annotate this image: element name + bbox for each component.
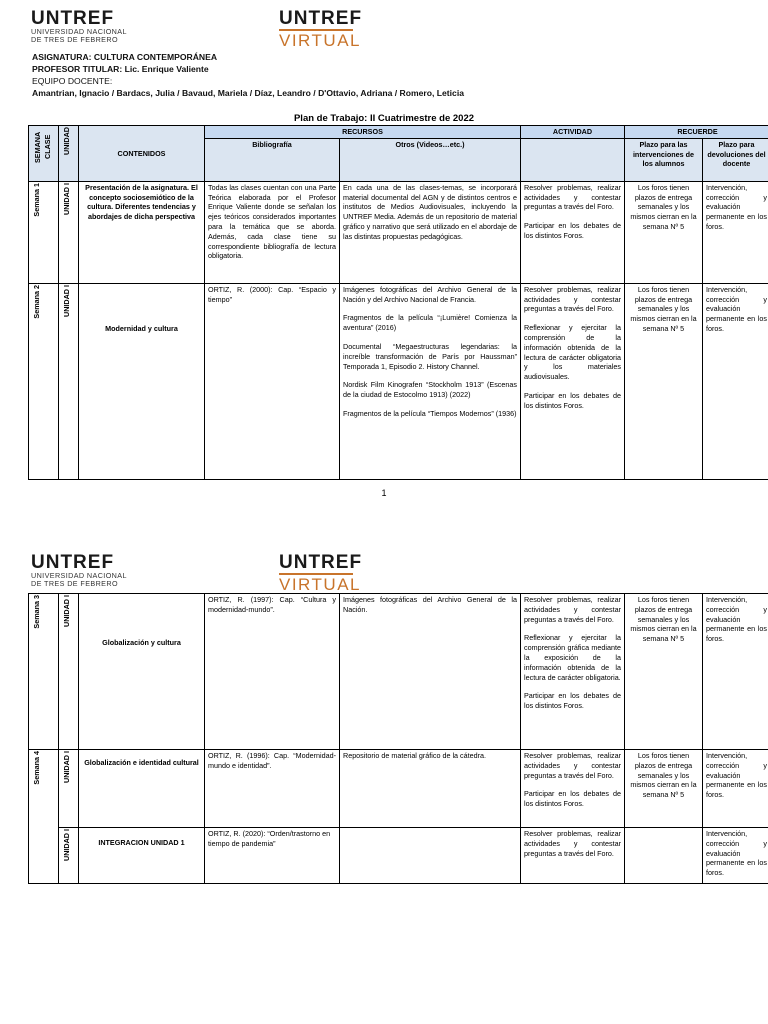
table-header-row-1 bbox=[29, 126, 768, 139]
untref-logo-sub-2: DE TRES DE FEBRERO bbox=[31, 35, 118, 44]
actividad-header: ACTIVIDAD bbox=[521, 126, 625, 139]
plazo-docente-cell: Intervención, corrección y evaluación permanente en los foros. bbox=[703, 750, 768, 828]
contenidos-cell: Presentación de la asignatura. El concepto sociosemiótico de la cultura. Diferentes tendencias y abordajes de dicha perspectiva bbox=[79, 181, 205, 283]
actividad-text: Resolver problemas, realizar actividades y contestar preguntas a través del Foro. bbox=[524, 284, 621, 314]
plazo-alumnos-cell: Los foros tienen plazos de entrega semanales y los mismos cierran en la semana Nº 5 bbox=[625, 750, 703, 828]
unidad-cell: UNIDAD I bbox=[59, 283, 79, 479]
semana-cell: Semana 3 bbox=[29, 594, 59, 750]
table-row bbox=[29, 750, 768, 828]
table-row bbox=[29, 594, 768, 750]
plazo-alumnos-cell: Los foros tienen plazos de entrega semanales y los mismos cierran en la semana Nº 5 bbox=[625, 181, 703, 283]
actividad-cell: Resolver problemas, realizar actividades y contestar preguntas a través del Foro. bbox=[521, 828, 625, 884]
plazo-docente-cell: Intervención, corrección y evaluación permanente en los foros. bbox=[703, 828, 768, 884]
untref-logo bbox=[31, 553, 127, 588]
otros-cell: En cada una de las clases-temas, se incorporará material documental del AGN y de distintos centros e institutos de Medios Audiovisuales, incluyendo la UNTREF Media. Además de un repositorio de material gráfico y narrativo que será utilizado en el abordaje de las distintas propuestas pedagógicas. bbox=[340, 181, 521, 283]
plazo-docente-cell: Intervención, corrección y evaluación permanente en los foros. bbox=[703, 181, 768, 283]
plazo-docente-cell: Intervención, corrección y evaluación permanente en los foros. bbox=[703, 283, 768, 479]
table-row bbox=[29, 181, 768, 283]
untref-virtual-logo bbox=[279, 553, 362, 593]
otros-header: Otros (Videos…etc.) bbox=[340, 138, 521, 181]
page-number: 1 bbox=[381, 488, 387, 498]
untref-logo-sub-1: UNIVERSIDAD NACIONAL bbox=[31, 571, 127, 580]
actividad-text: Reflexionar y ejercitar la comprensión de la información obtenida de la lectura de carácter obligatoria y los materiales audiovisuales. bbox=[524, 323, 621, 382]
untref-virtual-logo-text: UNTREF bbox=[279, 552, 363, 573]
bibliografia-cell: ORTIZ, R. (1997): Cap. “Cultura y modernidad-mundo”. bbox=[205, 594, 340, 750]
bibliografia-header: Bibliografía bbox=[205, 138, 340, 181]
otros-text: Imágenes fotográficas del Archivo General de la Nación y del Archivo Nacional de Francia. bbox=[343, 284, 517, 304]
plazo-docente-header: Plazo para devoluciones del docente bbox=[703, 138, 768, 181]
equipo-label: EQUIPO DOCENTE: bbox=[32, 76, 113, 86]
actividad-cell bbox=[521, 283, 625, 479]
semana-cell: Semana 2 bbox=[29, 283, 59, 479]
actividad-cell bbox=[521, 750, 625, 828]
actividad-text: Participar en los debates de los distintos Foros. bbox=[524, 789, 621, 809]
semana-cell: Semana 1 bbox=[29, 181, 59, 283]
plan-table-page-2 bbox=[28, 593, 768, 884]
plazo-alumnos-cell: Los foros tienen plazos de entrega semanales y los mismos cierran en la semana Nº 5 bbox=[625, 283, 703, 479]
unidad-cell: UNIDAD I bbox=[59, 594, 79, 750]
untref-logo bbox=[31, 9, 127, 44]
actividad-text: Resolver problemas, realizar actividades y contestar preguntas a través del Foro. bbox=[524, 182, 621, 212]
actividad-subheader bbox=[521, 138, 625, 181]
course-header bbox=[32, 51, 464, 99]
contenidos-cell: Modernidad y cultura bbox=[79, 283, 205, 479]
untref-logo-text: UNTREF bbox=[31, 552, 115, 573]
otros-cell: Imágenes fotográficas del Archivo General de la Nación. bbox=[340, 594, 521, 750]
profesor-line: PROFESOR TITULAR: Lic. Enrique Valiente bbox=[32, 64, 209, 74]
plazo-alumnos-cell: Los foros tienen plazos de entrega semanales y los mismos cierran en la semana Nº 5 bbox=[625, 594, 703, 750]
table-row bbox=[29, 283, 768, 479]
untref-logo-sub-1: UNIVERSIDAD NACIONAL bbox=[31, 27, 127, 36]
otros-text: Fragmentos de la película “Tiempos Modernos” (1936) bbox=[343, 408, 517, 418]
actividad-text: Participar en los debates de los distintos Foros. bbox=[524, 390, 621, 410]
bibliografia-cell: ORTIZ, R. (2000): Cap. “Espacio y tiempo” bbox=[205, 283, 340, 479]
recuerde-header: RECUERDE bbox=[625, 126, 768, 139]
plan-table-page-1 bbox=[28, 125, 768, 480]
otros-text: Nordisk Film Kinografen “Stockholm 1913” (Escenas de la ciudad de Estocolmo 1913) (2022) bbox=[343, 380, 517, 400]
contenidos-cell: INTEGRACION UNIDAD 1 bbox=[79, 828, 205, 884]
bibliografia-cell: Todas las clases cuentan con una Parte Teórica elaborada por el Profesor Enrique Valiente donde se señalan los ejes teóricos considerados importantes para la temática que se aborda. Además, cada clase tiene su correspondiente bibliografía de lectura obligatoria. bbox=[205, 181, 340, 283]
contenidos-cell: Globalización y cultura bbox=[79, 594, 205, 750]
virtual-logo-text: VIRTUAL bbox=[279, 31, 361, 50]
semana-header: SEMANA CLASE bbox=[29, 126, 59, 182]
plazo-alumnos-cell bbox=[625, 828, 703, 884]
otros-cell: Repositorio de material gráfico de la cátedra. bbox=[340, 750, 521, 828]
actividad-text: Resolver problemas, realizar actividades y contestar preguntas a través del Foro. bbox=[524, 751, 621, 780]
plazo-alumnos-header: Plazo para las intervenciones de los alumnos bbox=[625, 138, 703, 181]
document-page-2 bbox=[0, 540, 768, 1024]
unidad-cell: UNIDAD I bbox=[59, 828, 79, 884]
contenidos-header: CONTENIDOS bbox=[79, 126, 205, 182]
otros-text: Documental “Megaestructuras legendarias: la increíble transformación de París por Haussman” Temporada 1, Episodio 2. History Channel. bbox=[343, 341, 517, 371]
bibliografia-cell: ORTIZ, R. (1996): Cap. “Modernidad-mundo e identidad”. bbox=[205, 750, 340, 828]
contenidos-cell: Globalización e identidad cultural bbox=[79, 750, 205, 828]
untref-logo-sub-2: DE TRES DE FEBRERO bbox=[31, 579, 118, 588]
actividad-text: Participar en los debates de los distintos Foros. bbox=[524, 221, 621, 240]
untref-virtual-logo bbox=[279, 9, 362, 49]
unidad-cell: UNIDAD I bbox=[59, 181, 79, 283]
unidad-cell: UNIDAD I bbox=[59, 750, 79, 828]
otros-text: Fragmentos de la película “¡Lumière! Comienza la aventura” (2016) bbox=[343, 313, 517, 333]
actividad-text: Resolver problemas, realizar actividades y contestar preguntas a través del Foro. bbox=[524, 595, 621, 624]
table-row bbox=[29, 828, 768, 884]
otros-cell bbox=[340, 283, 521, 479]
equipo-line: Amantrian, Ignacio / Bardacs, Julia / Bavaud, Mariela / Díaz, Leandro / D'Ottavio, Adriana / Romero, Leticia bbox=[32, 88, 465, 98]
recursos-header: RECURSOS bbox=[205, 126, 521, 139]
actividad-cell bbox=[521, 181, 625, 283]
actividad-cell bbox=[521, 594, 625, 750]
actividad-text: Reflexionar y ejercitar la comprensión gráfica mediante la exposición de la información obtenida de la lectura de carácter obligatoria. bbox=[524, 633, 621, 682]
plazo-docente-cell: Intervención, corrección y evaluación permanente en los foros. bbox=[703, 594, 768, 750]
unidad-header: UNIDAD bbox=[59, 126, 79, 182]
asignatura-line: ASIGNATURA: CULTURA CONTEMPORÁNEA bbox=[32, 52, 218, 62]
untref-logo-text: UNTREF bbox=[31, 8, 115, 29]
untref-virtual-logo-text: UNTREF bbox=[279, 8, 363, 29]
bibliografia-cell: ORTIZ, R. (2020): “Orden/trastorno en tiempo de pandemia” bbox=[205, 828, 340, 884]
otros-cell bbox=[340, 828, 521, 884]
semana-cell: Semana 4 bbox=[29, 750, 59, 884]
virtual-logo-text: VIRTUAL bbox=[279, 575, 361, 594]
plan-title: Plan de Trabajo: II Cuatrimestre de 2022 bbox=[293, 113, 475, 124]
actividad-text: Participar en los debates de los distintos Foros. bbox=[524, 691, 621, 711]
